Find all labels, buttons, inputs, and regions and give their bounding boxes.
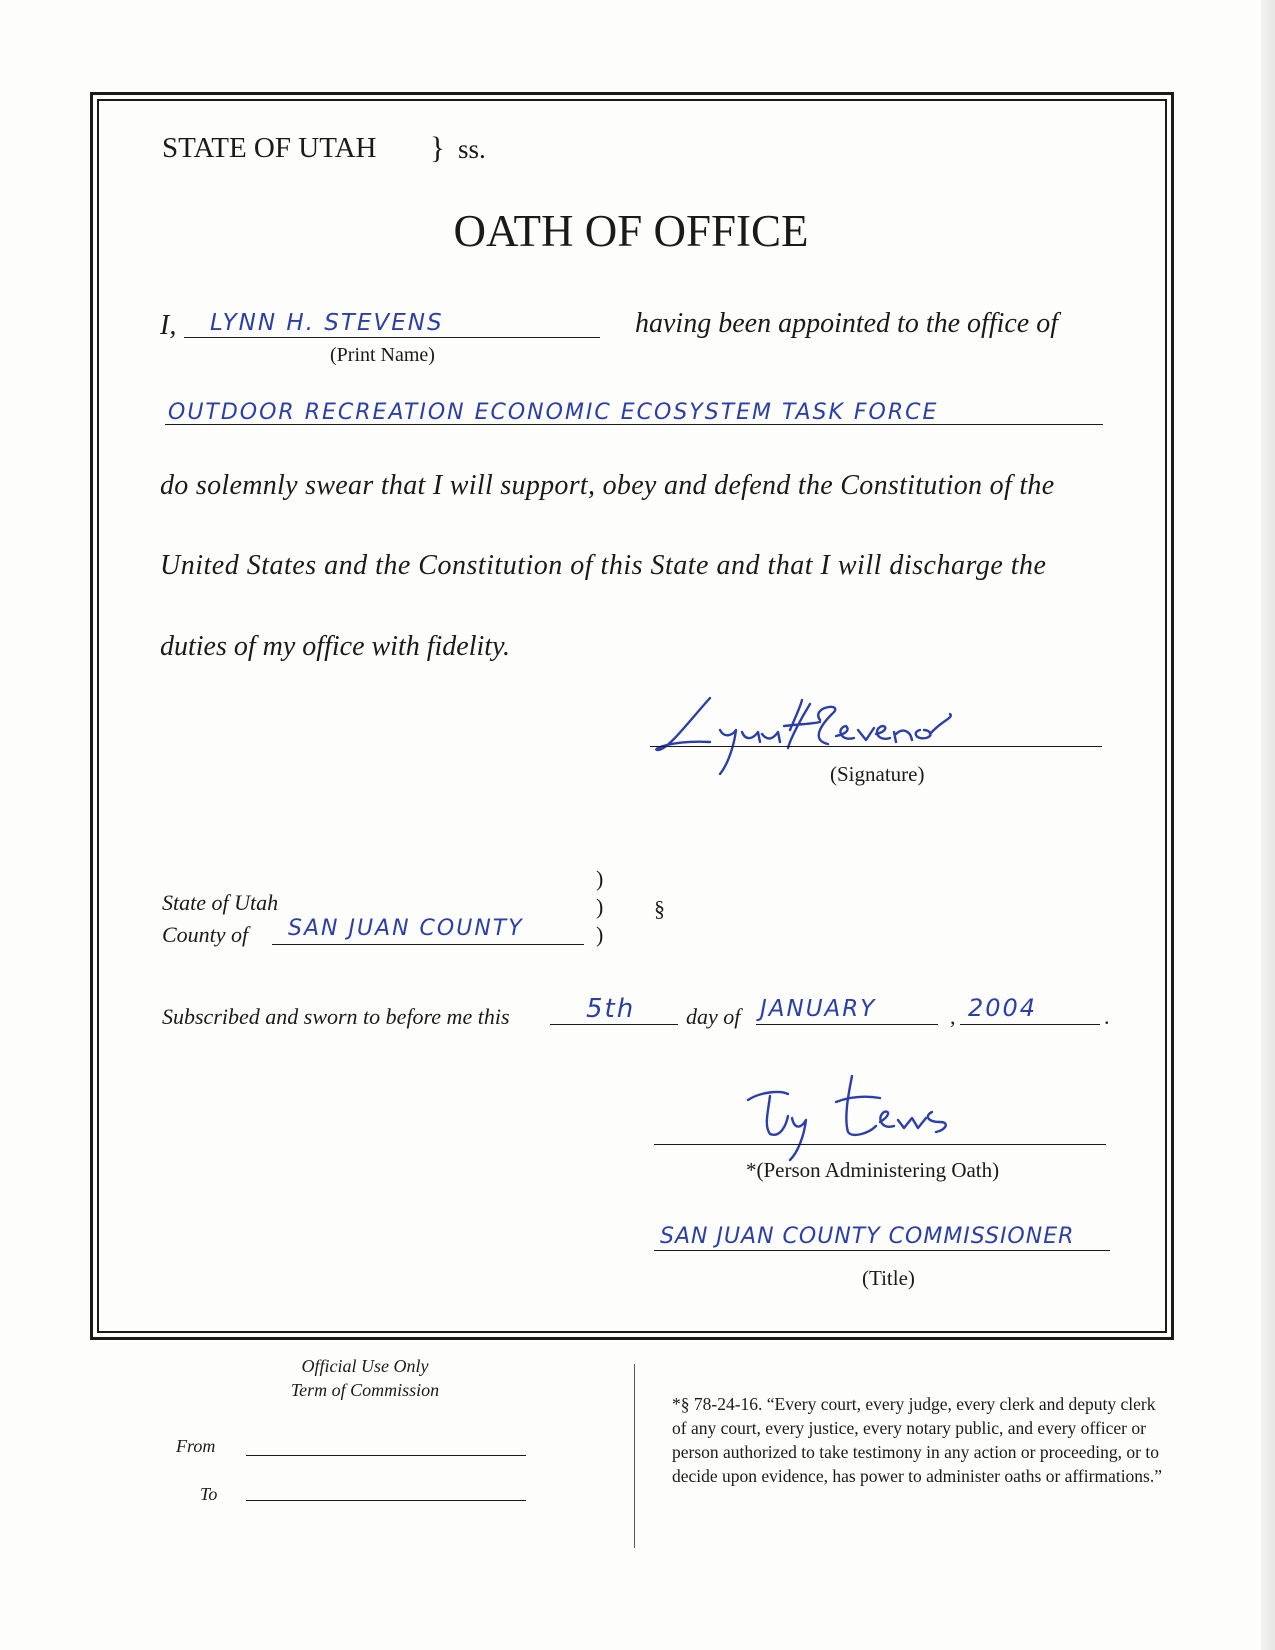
scan-edge	[1261, 0, 1275, 1650]
from-label: From	[176, 1436, 216, 1456]
oath-line-2: United States and the Constitution of this State and that I will discharge the	[160, 550, 1047, 581]
venue-state: STATE OF UTAH	[162, 132, 377, 164]
to-label: To	[200, 1484, 218, 1504]
day-line	[550, 1024, 678, 1025]
venue-paren-2: )	[596, 894, 604, 919]
handwritten-month: JANUARY	[760, 996, 877, 1022]
venue-brace: }	[430, 130, 445, 165]
handwritten-office: OUTDOOR RECREATION ECONOMIC ECOSYSTEM TASK FORCE	[168, 400, 939, 425]
official-use-heading: Official Use Only	[301, 1356, 429, 1376]
term-of-commission: Term of Commission	[290, 1380, 440, 1400]
handwritten-county: SAN JUAN COUNTY	[288, 916, 524, 941]
document-title: OATH OF OFFICE	[453, 206, 809, 256]
administering-caption: *(Person Administering Oath)	[746, 1158, 1000, 1182]
oath-prefix: I,	[160, 310, 177, 341]
title-line	[654, 1250, 1110, 1251]
administering-line	[654, 1144, 1106, 1145]
oath-line-3: duties of my office with fidelity.	[160, 631, 510, 662]
year-line	[960, 1024, 1100, 1025]
jurat-county-label: County of	[162, 922, 249, 947]
statute-text: *§ 78-24-16. “Every court, every judge, every clerk and deputy clerk of any court, every justice, every notary public, and every officer or person authorized to take testimony in any action or proceeding, or to decide upon evidence, has power to administer oaths or affirmations.”	[672, 1394, 1163, 1486]
handwritten-day: 5th	[586, 994, 636, 1024]
handwritten-title: SAN JUAN COUNTY COMMISSIONER	[660, 1224, 1075, 1249]
document-frame-inner	[97, 99, 1167, 1333]
section-symbol: §	[654, 896, 665, 921]
signature-caption: (Signature)	[830, 762, 925, 786]
county-line	[272, 944, 584, 945]
date-comma: ,	[950, 1004, 956, 1029]
day-of-text: day of	[686, 1004, 741, 1029]
venue-ss: ss.	[458, 134, 486, 164]
handwritten-name: LYNN H. STEVENS	[210, 310, 444, 336]
signature-line	[650, 746, 1102, 747]
name-line	[184, 337, 600, 338]
subscribed-text: Subscribed and sworn to before me this	[162, 1004, 510, 1029]
date-period: .	[1104, 1004, 1110, 1029]
to-line	[246, 1500, 526, 1501]
appointed-text: having been appointed to the office of	[635, 308, 1059, 339]
administrator-signature-image	[740, 1072, 980, 1162]
footer-divider	[634, 1364, 635, 1548]
name-caption: (Print Name)	[330, 344, 435, 366]
oath-line-1: do solemnly swear that I will support, obey and defend the Constitution of the	[160, 470, 1055, 501]
venue-paren-1: )	[596, 866, 604, 891]
jurat-state: State of Utah	[162, 890, 279, 915]
month-line	[756, 1024, 938, 1025]
handwritten-year: 2004	[968, 994, 1038, 1022]
from-line	[246, 1455, 526, 1456]
title-caption: (Title)	[862, 1266, 915, 1290]
venue-paren-3: )	[596, 922, 604, 947]
